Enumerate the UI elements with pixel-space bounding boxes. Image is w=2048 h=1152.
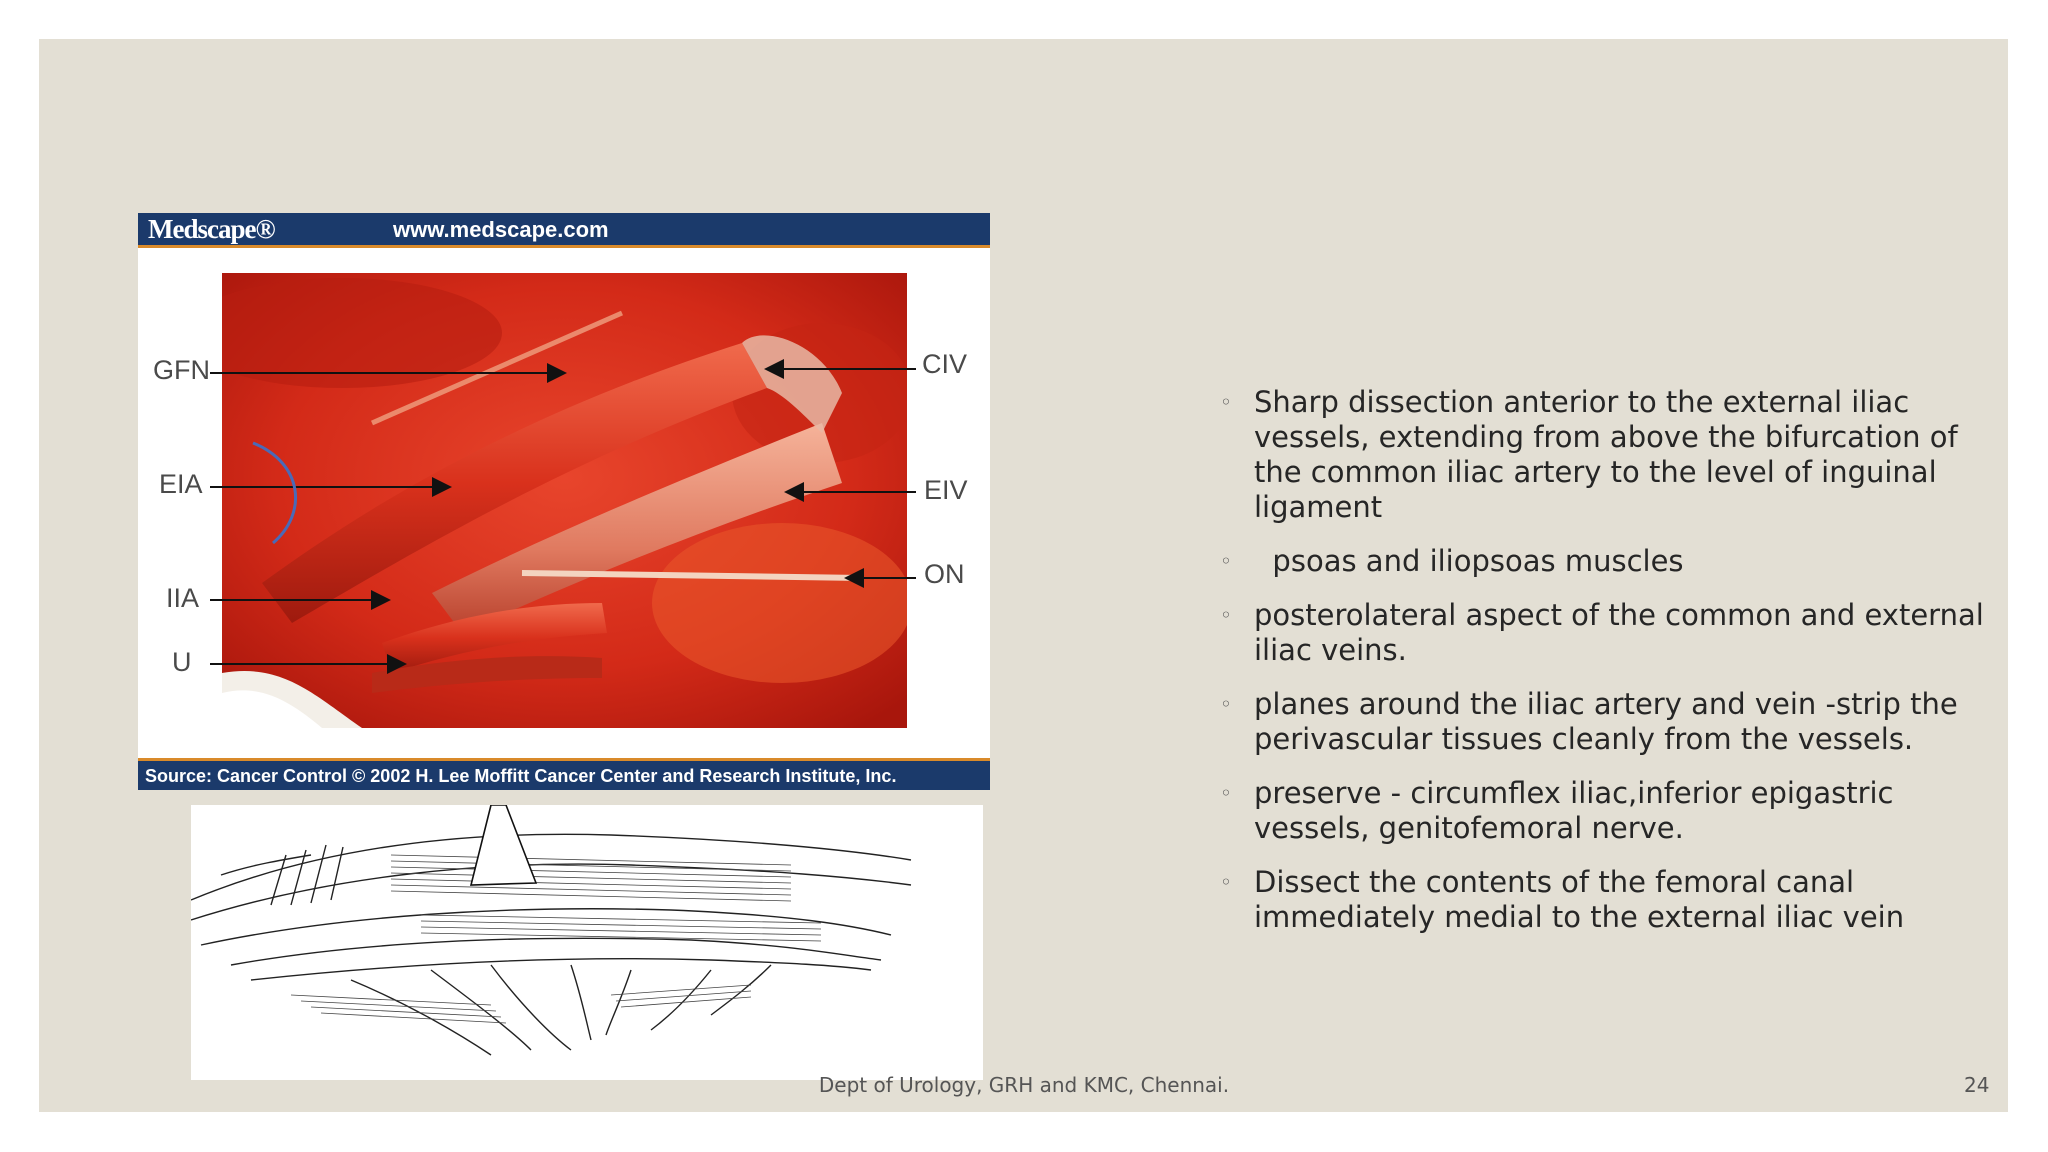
label-eia: EIA bbox=[159, 469, 203, 499]
bullet-text: Dissect the contents of the femoral canal immediately medial to the external iliac vein bbox=[1254, 865, 1905, 934]
bullet-item bbox=[1220, 687, 2000, 757]
label-on: ON bbox=[924, 559, 965, 589]
label-arrows bbox=[138, 213, 990, 790]
slide bbox=[39, 39, 2008, 1112]
label-eiv: EIV bbox=[924, 475, 968, 505]
label-iia: IIA bbox=[166, 583, 200, 613]
bullet-text: posterolateral aspect of the common and external iliac veins. bbox=[1254, 598, 1984, 667]
bullet-text: Sharp dissection anterior to the external iliac vessels, extending from above the bifurcation of the common iliac artery to the level of inguinal ligament bbox=[1254, 385, 1958, 524]
page-number: 24 bbox=[1964, 1073, 1990, 1097]
medscape-url: www.medscape.com bbox=[393, 217, 609, 242]
bullet-item bbox=[1220, 544, 2000, 579]
bullet-mark: ◦ bbox=[1220, 603, 1232, 627]
bullet-mark: ◦ bbox=[1220, 781, 1232, 805]
bullet-item bbox=[1220, 776, 2000, 846]
surgical-photo-figure bbox=[138, 213, 990, 790]
bullet-text: planes around the iliac artery and vein -strip the perivascular tissues cleanly from the vessels. bbox=[1254, 687, 1958, 756]
anatomical-line-drawing bbox=[191, 805, 983, 1080]
label-gfn: GFN bbox=[153, 355, 210, 385]
bullet-item bbox=[1220, 865, 2000, 935]
bullet-mark: ◦ bbox=[1220, 692, 1232, 716]
slide-footer: Dept of Urology, GRH and KMC, Chennai. bbox=[818, 1073, 1230, 1097]
bullet-mark: ◦ bbox=[1220, 390, 1232, 414]
bullet-text: preserve - circumflex iliac,inferior epigastric vessels, genitofemoral nerve. bbox=[1254, 776, 1894, 845]
label-civ: CIV bbox=[922, 349, 968, 379]
bullet-list bbox=[1220, 385, 2000, 954]
bullet-item bbox=[1220, 385, 2000, 525]
bullet-mark: ◦ bbox=[1220, 870, 1232, 894]
bullet-text: psoas and iliopsoas muscles bbox=[1254, 544, 1684, 578]
bullet-item bbox=[1220, 598, 2000, 668]
medscape-logo: Medscape® bbox=[148, 214, 275, 244]
label-u: U bbox=[172, 647, 192, 677]
figure-source-caption: Source: Cancer Control © 2002 H. Lee Moffitt Cancer Center and Research Institute, Inc. bbox=[138, 758, 990, 790]
bullet-mark: ◦ bbox=[1220, 549, 1232, 573]
